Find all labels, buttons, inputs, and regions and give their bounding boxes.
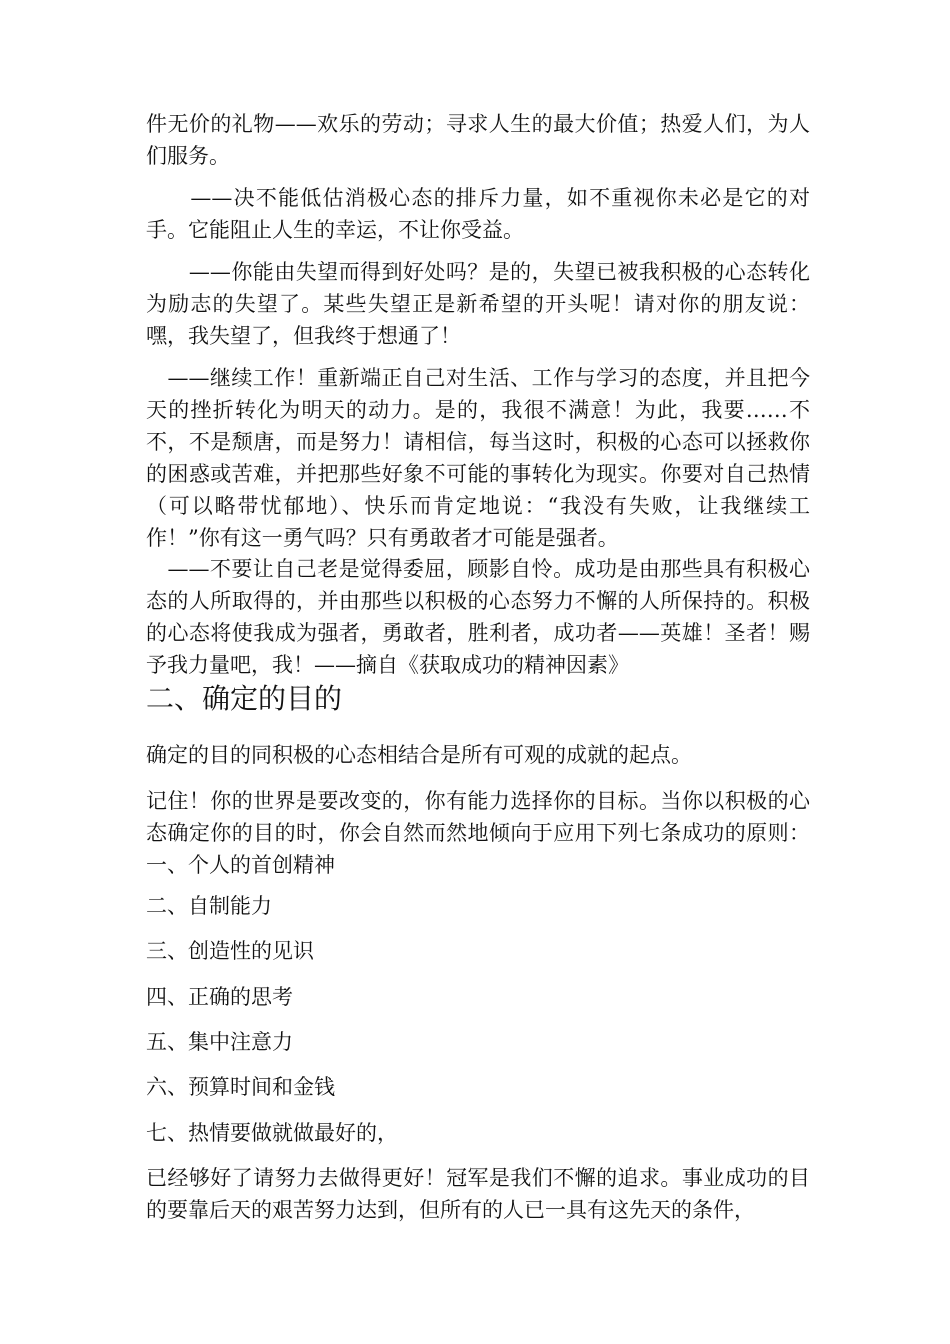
principle-budget-time-money: 六、预算时间和金钱 xyxy=(146,1075,335,1099)
section-heading: 二、确定的目的 xyxy=(146,682,343,715)
principle-concentration: 五、集中注意力 xyxy=(146,1030,293,1054)
paragraph-keep-working: ——继续工作！重新端正自己对生活、工作与学习的态度，并且把今天的挫折转化为明天的动力。是的，我很不满意！为此，我要……不不，不是颓唐，而是努力！请相信，每当这时，积极的心态可以拯救你的困惑或苦难，并把那些好象不可能的事转化为现实。你要对自己热情（可以略带忧郁地）、快乐而肯定地说：“我没有失败，让我继续工作！”你有这一勇气吗？只有勇敢者才可能是强者。 xyxy=(146,366,810,550)
paragraph-definite-purpose: 确定的目的同积极的心态相结合是所有可观的成就的起点。 xyxy=(146,743,692,767)
principle-correct-thinking: 四、正确的思考 xyxy=(146,985,293,1009)
paragraph-disappointment: ——你能由失望而得到好处吗？是的，失望已被我积极的心态转化为励志的失望了。某些失望正是新希望的开头呢！请对你的朋友说：嘿，我失望了，但我终于想通了！ xyxy=(146,260,810,348)
principle-creative-insight: 三、创造性的见识 xyxy=(146,939,314,963)
principle-enthusiasm: 七、热情要做就做最好的， xyxy=(146,1121,398,1145)
paragraph-remember: 记住！你的世界是要改变的，你有能力选择你的目标。当你以积极的心态确定你的目的时，你会自然而然地倾向于应用下列七条成功的原则：一、个人的首创精神 xyxy=(146,789,810,877)
principle-self-control: 二、自制能力 xyxy=(146,894,272,918)
paragraph-negative-mindset: ——决不能低估消极心态的排斥力量，如不重视你未必是它的对手。它能阻止人生的幸运，不让你受益。 xyxy=(146,186,810,242)
paragraph-dont-feel-wronged: ——不要让自己老是觉得委屈，顾影自怜。成功是由那些具有积极心态的人所取得的，并由那些以积极的心态努力不懈的人所保持的。积极的心态将使我成为强者，勇敢者，胜利者，成功者——英雄！圣者！赐予我力量吧，我！——摘自《获取成功的精神因素》 xyxy=(146,557,810,677)
paragraph-closing: 已经够好了请努力去做得更好！冠军是我们不懈的追求。事业成功的目的要靠后天的艰苦努力达到，但所有的人已一具有这先天的条件， xyxy=(146,1166,810,1222)
paragraph-gift: 件无价的礼物——欢乐的劳动；寻求人生的最大价值；热爱人们，为人们服务。 xyxy=(146,112,810,168)
